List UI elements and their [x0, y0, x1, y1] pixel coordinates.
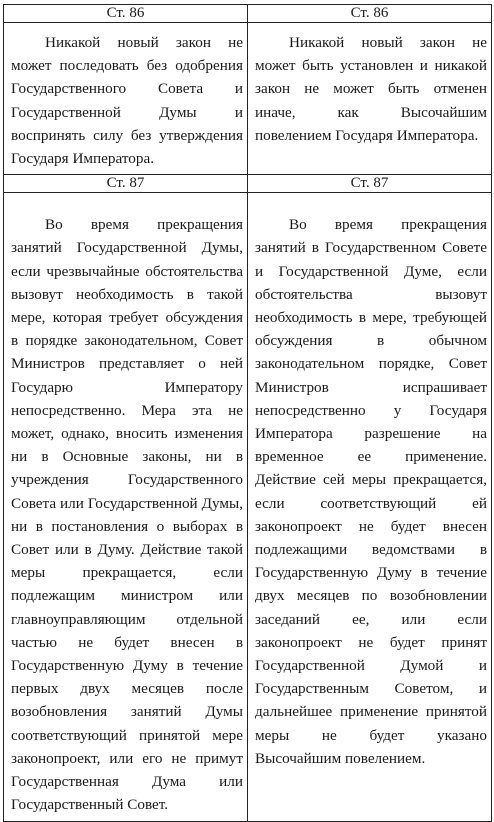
article-86-body-row — [4, 23, 492, 175]
left-article-87-text: Во время прекращения занятий Государственной Думы, если чрезвычайные обстоятельства вызовут необходимость в такой мере, которая требует обсуждения в порядке законодательном, Совет Министров представляет о ней Государю Императору непосредственно. Мера эта не может, однако, вносить изменения ни в Основные законы, ни в учреждения Государственного Совета или Государственной Думы, ни в постановления о выборах в Совет или в Думу. Действие такой меры прекращается, если подлежащим министром или главноуправляющим отдельной частью не будет внесен в Государственную Думу в течение первых двух месяцев после возобновления занятий Думы соответствующий принятой мере законопроект, или его не примут Государственная Дума или Государственный Совет. — [11, 216, 243, 814]
left-article-86-text: Никакой новый закон не может последовать без одобрения Государственного Совета и Государственной Думы и воспринять силу без утверждения Государя Императора. — [11, 34, 243, 168]
right-article-87-header: Ст. 87 — [248, 175, 492, 193]
right-article-86-cell — [248, 23, 492, 175]
comparison-table — [3, 4, 492, 822]
article-87-body-row — [4, 193, 492, 821]
right-article-87-cell — [248, 193, 492, 821]
right-article-86-text: Никакой новый закон не может быть установлен и никакой закон не может быть отменен иначе, как Высочайшим повелением Государя Императора. — [255, 34, 487, 144]
right-article-86-header: Ст. 86 — [248, 5, 492, 23]
right-article-87-text: Во время прекращения занятий в Государственном Совете и Государственной Думе, если обстоятельства вызовут необходимость в мере, требующей обсуждения в обычном законодательном порядке, Совет Министров испрашивает непосредственно у Государя Императора разрешение на временное ее применение. Действие сей меры прекращается, если соответствующий ей законопроект не будет внесен подлежащими ведомствами в Государственную Думу в течение двух месяцев по возобновлении заседаний ее, или если законопроект не будет принят Государственной Думой и Государственным Советом, и дальнейшее применение принятой меры не будет указано Высочайшим повелением. — [255, 216, 487, 767]
left-article-87-cell — [4, 193, 248, 821]
article-86-header-row — [4, 5, 492, 23]
left-article-86-header: Ст. 86 — [4, 5, 248, 23]
left-article-87-header: Ст. 87 — [4, 175, 248, 193]
article-87-header-row — [4, 175, 492, 193]
left-article-86-cell — [4, 23, 248, 175]
